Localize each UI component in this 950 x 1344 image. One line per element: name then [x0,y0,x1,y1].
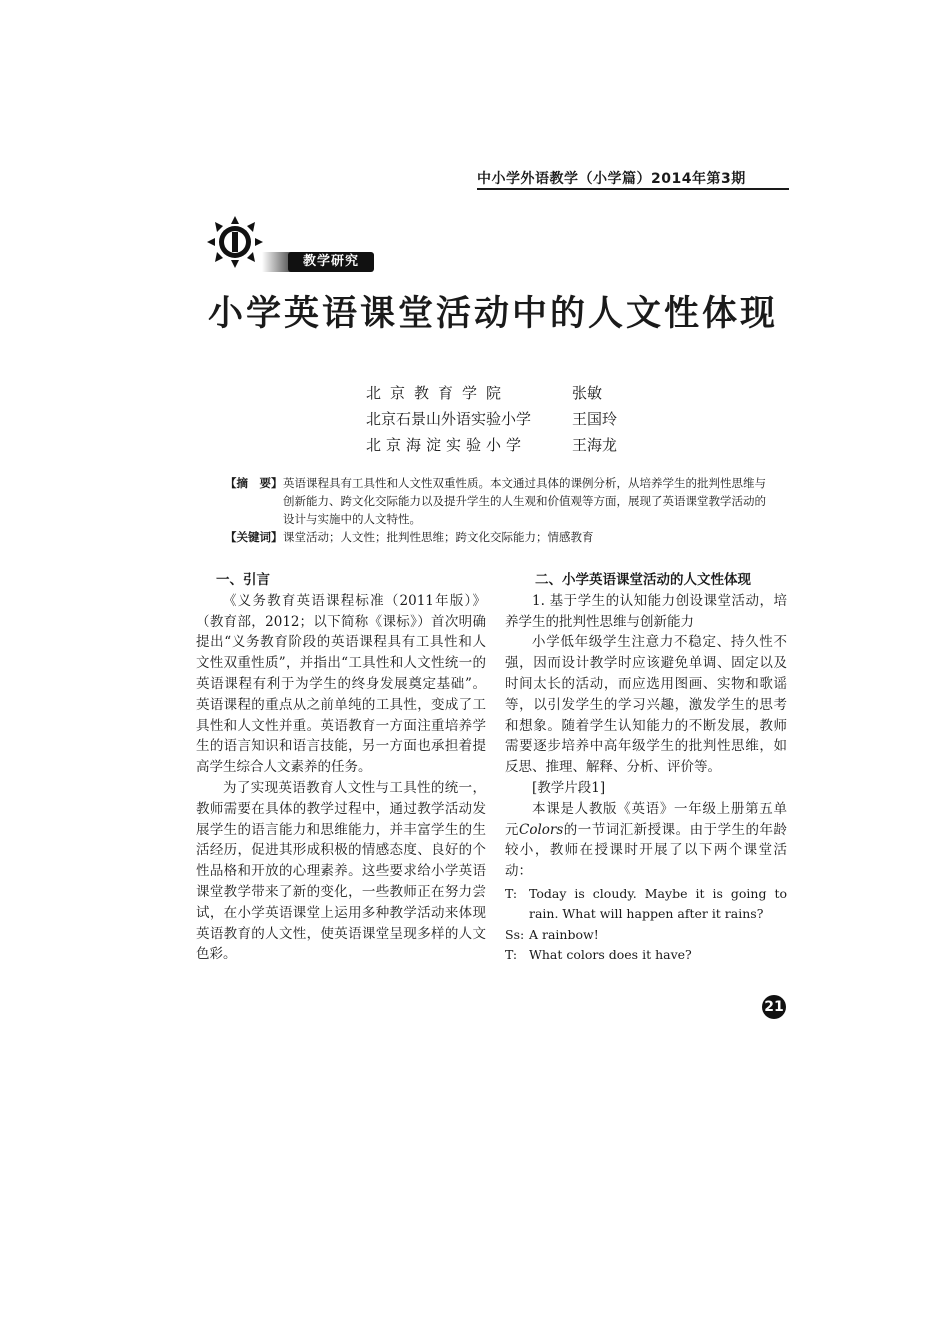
abstract-text: 英语课程具有工具性和人文性双重性质。本文通过具体的课例分析，从培养学生的批判性思维与创新能力、跨文化交际能力以及提升学生的人生观和价值观等方面，展现了英语课堂教学活动的设计与实施中的人文特性。 [283,476,766,526]
utterance: Today is cloudy. Maybe it is going to rain. What will happen after it rains? [529,885,787,922]
paragraph-text: 的一节词汇新授课。由于学生的年龄较小，教师在授课时开展了以下两个课堂活动： [505,821,788,880]
dialogue-line [505,884,787,925]
author-name: 张敏 [572,384,603,402]
dialogue-line [505,945,787,966]
keywords-label: 【关键词】 [225,530,283,544]
section-heading: 一、引言 [216,572,270,588]
right-column [505,570,787,966]
author-name: 王海龙 [572,436,618,454]
fragment-label: [教学片段1] [532,779,606,796]
utterance: What colors does it have? [529,947,692,963]
section-tag: 教学研究 [288,252,374,272]
author-institution: 北京海淀实验小学 [366,436,527,454]
author-row [366,432,617,458]
abstract [225,474,770,528]
paragraph: 为了实现英语教育人文性与工具性的统一，教师需要在具体的教学过程中，通过教学活动发展学生的语言能力和思维能力，并丰富学生的生活经历，促进其形成积极的情感态度、良好的个性品格和开放的心理素养。这些要求给小学英语课堂教学带来了新的变化，一些教师正在努力尝试，在小学英语课堂上运用多种教学活动来体现英语教育的人文性，使英语课堂呈现多样的人文色彩。 [196,779,486,963]
dialogue-line [505,925,787,946]
article-title: 小学英语课堂活动中的人文性体现 [208,294,779,334]
page-number: 21 [762,995,786,1019]
abstract-label: 【摘 要】 [225,476,283,490]
author-institution: 北京教育学院 [366,384,511,402]
keywords-text: 课堂活动；人文性；批判性思维；跨文化交际能力；情感教育 [283,530,594,544]
author-institution: 北京石景山外语实验小学 [366,410,532,428]
author-name: 王国玲 [572,410,618,428]
section-heading: 二、小学英语课堂活动的人文性体现 [535,572,751,588]
speaker: T: [505,885,518,901]
dialogue [505,884,787,966]
author-row [366,406,617,432]
author-row [366,380,617,406]
author-list [366,380,617,458]
paragraph: 《义务教育英语课程标准（2011年版）》（教育部，2012；以下简称《课标》）首次明确提出“义务教育阶段的英语课程具有工具性和人文性双重性质”，并指出“工具性和人文性统一的英语课程有利于为学生的终身发展奠定基础”。英语课程的重点从之前单纯的工具性，变成了工具性和人文性并重。英语教育一方面注重培养学生的语言知识和语言技能，另一方面也承担着提高学生综合人文素养的任务。 [196,592,486,776]
unit-title: Colors [518,821,564,838]
speaker: T: [505,947,518,963]
header-rule [477,188,789,190]
journal-header: 中小学外语教学（小学篇）2014年第3期 [477,171,746,187]
utterance: A rainbow! [529,926,599,942]
abstract-block [225,474,770,546]
subsection-heading: 1. 基于学生的认知能力创设课堂活动，培养学生的批判性思维与创新能力 [505,592,787,630]
paragraph: 小学低年级学生注意力不稳定、持久性不强，因而设计教学时应该避免单调、固定以及时间太长的活动，而应选用图画、实物和歌谣等，以引发学生的学习兴趣，激发学生的思考和想象。随着学生认知能力的不断发展，教师需要逐步培养中高年级学生的批判性思维，如反思、推理、解释、分析、评价等。 [505,634,787,776]
paragraph-text: 本课是人教版《英语》一年级上册第五单元 [505,800,787,838]
speaker: Ss: [505,926,525,942]
column-logo-icon [205,214,265,270]
keywords [225,528,770,546]
paragraph [505,799,787,882]
left-column [196,570,486,965]
